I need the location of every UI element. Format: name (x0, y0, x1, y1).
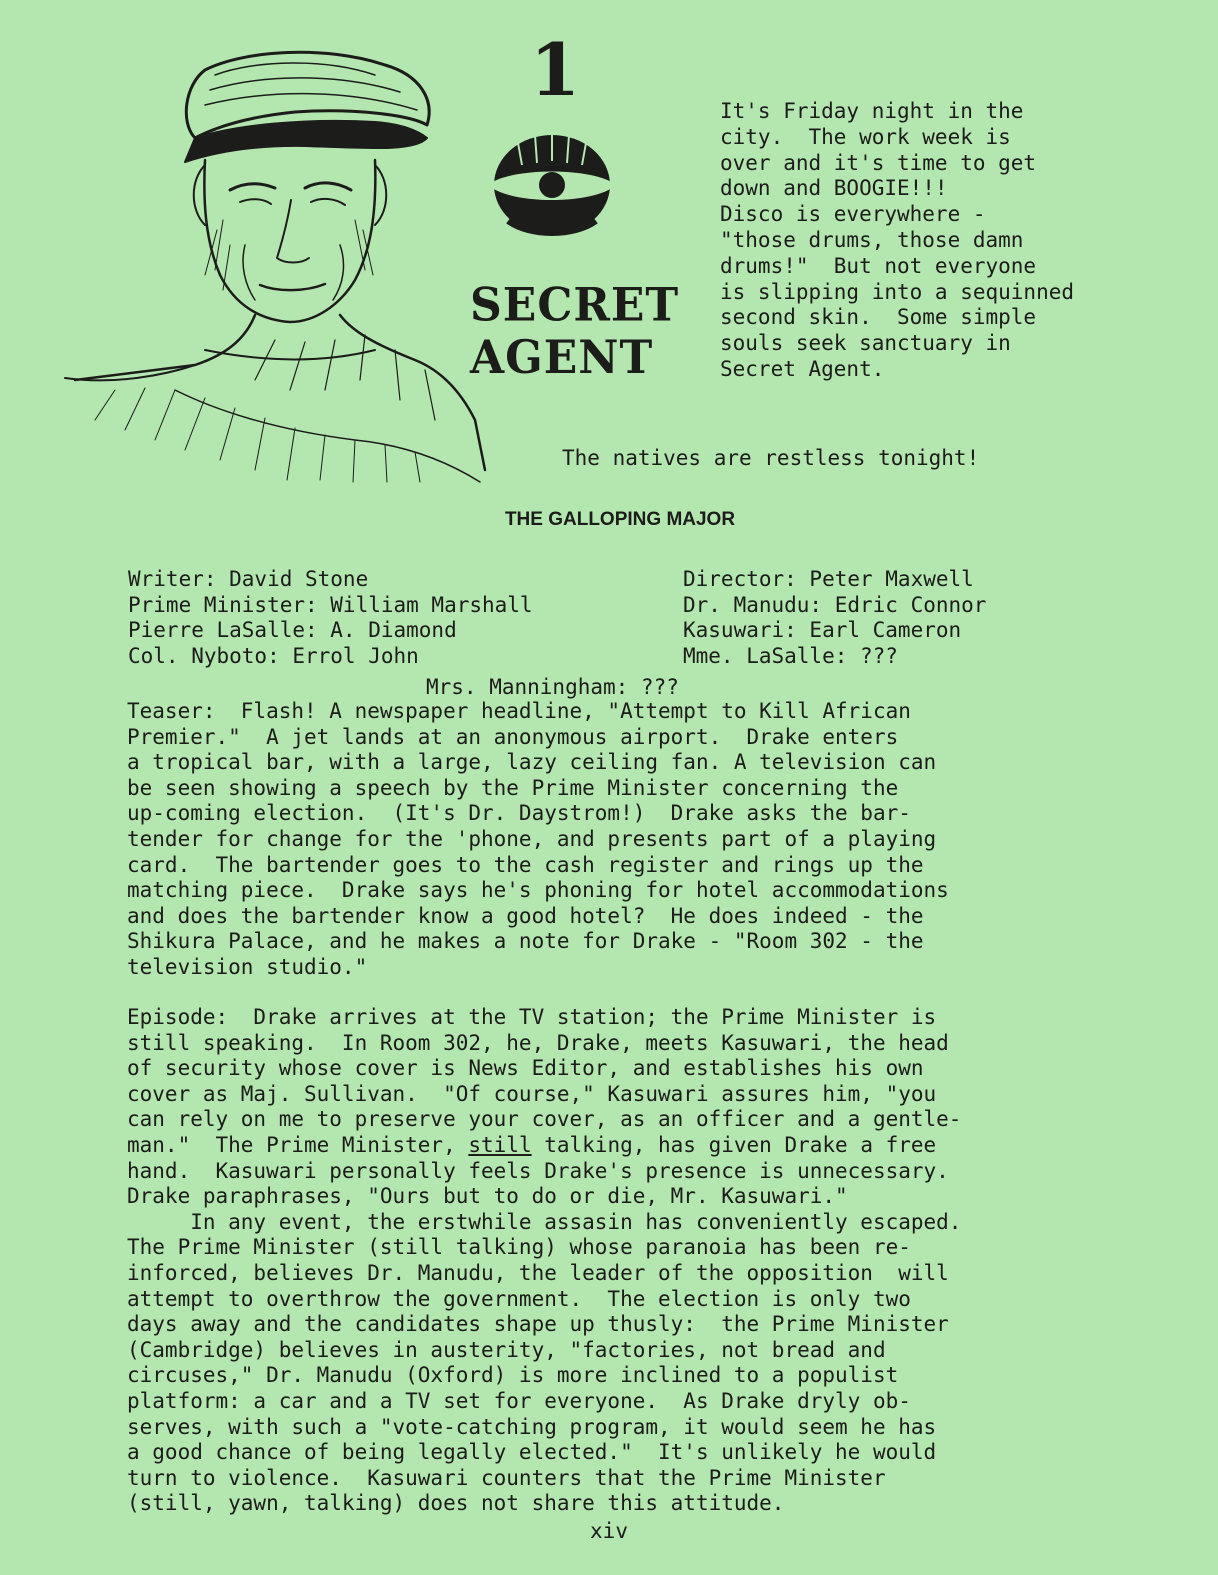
credit-entry: Mme. LaSalle: ??? (683, 643, 898, 668)
teaser-line: television studio." (127, 954, 368, 979)
episode-title: THE GALLOPING MAJOR (504, 509, 736, 530)
episode-line: turn to violence. Kasuwari counters that the Prime Minister (127, 1465, 886, 1490)
episode-number: 1 (530, 27, 581, 112)
teaser-line: Teaser: Flash! A newspaper headline, "Attempt to Kill African (127, 699, 911, 723)
teaser-line: card. The bartender goes to the cash register and rings up the (127, 852, 924, 877)
intro-line: Secret Agent. (720, 356, 885, 381)
secret-agent-logo (470, 280, 690, 385)
intro-line: second skin. Some simple (720, 305, 1037, 330)
credit-entry: Kasuwari: Earl Cameron (683, 618, 962, 643)
logo-line-1: SECRET (470, 278, 680, 332)
episode-line: (still, yawn, talking) does not share this attitude. (127, 1491, 785, 1516)
intro-line: It's Friday night in the (720, 99, 1024, 123)
episode-line: inforced, believes Dr. Manudu, the leader of the opposition will (127, 1260, 949, 1285)
episode-line: (Cambridge) believes in austerity, "factories, not bread and (127, 1337, 886, 1362)
credit-entry: Col. Nyboto: Errol John (128, 643, 419, 668)
episode-lines-a (127, 1005, 1127, 1133)
logo-line-2: AGENT (470, 330, 654, 385)
episode-line: hand. Kasuwari personally feels Drake's presence is unnecessary. (127, 1158, 949, 1183)
intro-line: is slipping into a sequinned (720, 279, 1075, 304)
credits-right-column (683, 567, 986, 669)
teaser-line: matching piece. Drake says he's phoning for hotel accommodations (127, 878, 949, 903)
intro-line: souls seek sanctuary in (720, 331, 1011, 356)
agent-portrait-illustration (55, 30, 495, 485)
teaser-line: Shikura Palace, and he makes a note for Drake - "Room 302 - the (127, 929, 924, 954)
credits-left-column (128, 567, 533, 669)
intro-line: down and BOOGIE!!! (720, 176, 948, 201)
credit-entry: Director: Peter Maxwell (683, 567, 974, 591)
credit-entry: Dr. Manudu: Edric Connor (683, 592, 987, 617)
intro-line: over and it's time to get (720, 150, 1037, 175)
episode-line: In any event, the erstwhile assasin has conveniently escaped. (127, 1209, 962, 1234)
page-number: xiv (590, 1519, 628, 1543)
credit-entry: Prime Minister: William Marshall (128, 592, 533, 617)
episode-line: can rely on me to preserve your cover, as an officer and a gentle- (127, 1107, 962, 1132)
teaser-paragraph (127, 699, 1127, 981)
episode-line: platform: a car and a TV set for everyone. As Drake dryly ob- (127, 1388, 911, 1413)
episode-line: circuses," Dr. Manudu (Oxford) is more inclined to a populist (127, 1363, 899, 1388)
underlined-word: still (468, 1132, 532, 1157)
episode-line: days away and the candidates shape up thusly: the Prime Minister (127, 1312, 949, 1337)
episode-line: serves, with such a "vote-catching program, it would seem he has (127, 1414, 937, 1439)
intro-paragraph (720, 99, 1180, 383)
tagline: The natives are restless tonight! (562, 446, 980, 470)
intro-line: "those drums, those damn (720, 227, 1024, 252)
episode-line: attempt to overthrow the government. The election is only two (127, 1286, 911, 1311)
eye-logo-icon (480, 125, 625, 255)
episode-line: cover as Maj. Sullivan. "Of course," Kasuwari assures him, "you (127, 1081, 937, 1106)
teaser-line: Premier." A jet lands at an anonymous airport. Drake enters (127, 724, 899, 749)
teaser-line: a tropical bar, with a large, lazy ceiling fan. A television can (127, 750, 937, 775)
episode-line: a good chance of being legally elected." It's unlikely he would (127, 1440, 937, 1465)
episode-lines-b (127, 1159, 1127, 1517)
episode-line-underlined: man." The Prime Minister, still talking, has given Drake a free (127, 1132, 937, 1157)
episode-line: Drake paraphrases, "Ours but to do or die, Mr. Kasuwari." (127, 1184, 848, 1209)
teaser-line: tender for change for the 'phone, and presents part of a playing (127, 826, 937, 851)
intro-line: Disco is everywhere - (720, 202, 986, 227)
episode-line: of security whose cover is News Editor, and establishes his own (127, 1056, 924, 1081)
episode-synopsis (127, 1005, 1127, 1517)
intro-line: city. The work week is (720, 124, 1011, 149)
episode-line: Episode: Drake arrives at the TV station; the Prime Minister is (127, 1005, 937, 1029)
credit-entry: Pierre LaSalle: A. Diamond (128, 618, 457, 643)
teaser-line: up-coming election. (It's Dr. Daystrom!) Drake asks the bar- (127, 801, 911, 826)
intro-line: drums!" But not everyone (720, 253, 1037, 278)
teaser-line: be seen showing a speech by the Prime Minister concerning the (127, 775, 899, 800)
episode-line: The Prime Minister (still talking) whose paranoia has been re- (127, 1235, 911, 1260)
credit-entry: Writer: David Stone (128, 567, 369, 591)
episode-line: still speaking. In Room 302, he, Drake, meets Kasuwari, the head (127, 1030, 949, 1055)
credits-center-line: Mrs. Manningham: ??? (426, 675, 679, 699)
teaser-line: and does the bartender know a good hotel? He does indeed - the (127, 903, 924, 928)
